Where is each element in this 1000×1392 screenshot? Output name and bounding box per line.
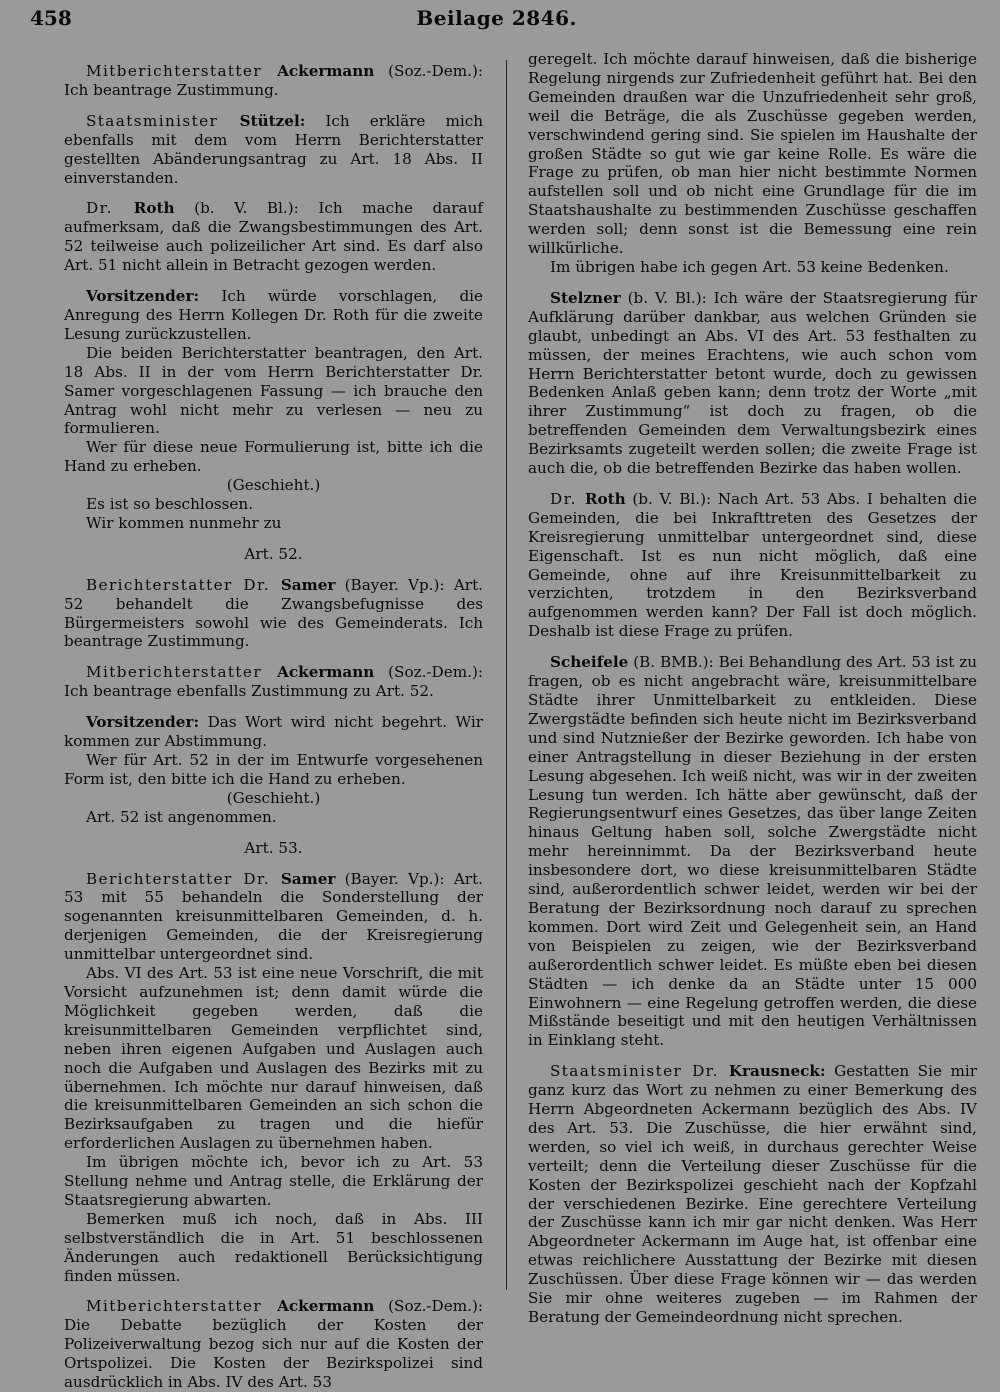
paragraph-text: Das Wort wird nicht begehrt. Wir kommen zur Abstimmung. xyxy=(64,713,483,751)
paragraph xyxy=(528,258,977,277)
paragraph-text: Gestatten Sie mir ganz kurz das Wort zu nehmen zu einer Bemerkung des Herrn Abgeordneten Ackermann bezüglich des Abs. IV des Art. 53. Die Zuschüsse, die hier erwähnt sind, werden, so viel ich weiß, in durchaus gerechter Weise verteilt; denn die Verteilung dieser Zuschüsse für die Kosten der Bezirkspolizei geschieht nach der Kopfzahl der verschiedenen Bezirke. Eine gerechtere Verteilung der Zuschüsse kann ich mir gar nicht denken. Was Herr Abgeordneter Ackermann im Auge hat, ist offenbar eine etwas reichlichere Ausstattung der Bezirke mit diesen Zuschüssen. Über diese Frage können wir — das werden Sie mir ohne weiteres zugeben — im Rahmen der Beratung der Gemeindeordnung nicht sprechen. xyxy=(528,1062,977,1326)
paragraph xyxy=(64,964,483,1153)
paragraph-text: Ich mache darauf aufmerksam, daß die Zwangsbestimmungen des Art. 52 teilweise auch polizeilicher Art sind. Es darf also Art. 51 nicht allein in Betracht gezogen werden. xyxy=(64,199,484,275)
paragraph-text: Wir kommen nunmehr zu xyxy=(86,513,282,532)
speaker-affiliation: (Soz.-Dem.): xyxy=(374,663,483,682)
speaker-affiliation: (b. V. Bl.): xyxy=(174,199,319,218)
speech-paragraph xyxy=(64,663,483,701)
section-heading: (Geschieht.) xyxy=(226,788,321,807)
speech-paragraph xyxy=(64,1297,483,1392)
speaker-affiliation: (Soz.-Dem.): xyxy=(374,62,483,80)
speech-paragraph xyxy=(64,199,483,275)
paragraph-text: Es ist so beschlossen. xyxy=(86,495,254,514)
paragraph-text: Ich würde vorschlagen, die Anregung des Herrn Kollegen Dr. Roth für die zweite Lesung zurückzustellen. xyxy=(64,287,484,343)
paragraph-text: Bemerken muß ich noch, daß in Abs. III selbstverständlich die in Art. 51 beschlossenen Änderungen auch redaktionell Berücksichtigung finden müssen. xyxy=(64,1209,483,1285)
speaker-role: Berichterstatter Dr. xyxy=(86,869,281,888)
paragraph xyxy=(64,1153,483,1210)
speaker-affiliation: (b. V. Bl.): xyxy=(625,489,718,508)
right-column xyxy=(528,50,977,1327)
speaker-role: Mitberichterstatter xyxy=(86,1297,278,1316)
speaker-name: Scheifele xyxy=(550,653,629,672)
paragraph-text: Im übrigen habe ich gegen Art. 53 keine Bedenken. xyxy=(550,257,949,276)
speaker-name: Krausneck: xyxy=(728,1062,826,1081)
column-divider xyxy=(506,60,507,1290)
speaker-role: Staatsminister xyxy=(86,111,240,130)
speech-paragraph xyxy=(528,289,977,478)
section-heading: Art. 52. xyxy=(244,544,303,563)
paragraph-text: Ich beantrage Zustimmung. xyxy=(64,80,279,99)
speaker-name: Vorsitzender: xyxy=(86,287,200,306)
paragraph-text: Ich erkläre mich ebenfalls mit dem vom Herrn Berichterstatter gestellten Abänderungsantrag zu Art. 18 Abs. II einverstanden. xyxy=(64,111,483,187)
speech-paragraph xyxy=(64,287,483,344)
paragraph xyxy=(64,344,483,439)
paragraph-text: Art. 52 ist angenommen. xyxy=(86,807,277,826)
speaker-name: Vorsitzender: xyxy=(86,713,200,732)
paragraph-text: Abs. VI des Art. 53 ist eine neue Vorschrift, die mit Vorsicht aufzunehmen ist; denn damit würde die Möglichkeit gegeben werden, daß die kreisunmittelbaren Gemeinden verpflichtet sind, neben ihren eigenen Aufgaben und Auslagen auch noch die Aufgaben und Auslagen des Bezirks mit zu übernehmen. Ich möchte nur darauf hinweisen, daß die kreisunmittelbaren Gemeinden an sich schon die Bezirksaufgaben zu tragen und die hiefür erforderlichen Auslagen zu übernehmen haben. xyxy=(64,964,483,1153)
speaker-role: Dr. xyxy=(86,199,134,218)
speaker-name: Ackermann xyxy=(277,1297,375,1316)
speaker-name: Samer xyxy=(280,869,336,888)
paragraph-text: Die beiden Berichterstatter beantragen, den Art. 18 Abs. II in der vom Herrn Berichterstatter Dr. Samer vorgeschlagenen Fassung — ich brauche den Antrag wohl nicht mehr zu verlesen — neu zu formulieren. xyxy=(64,343,483,438)
speech-paragraph xyxy=(64,713,483,751)
paragraph xyxy=(64,751,483,789)
paragraph-text: Art. 53 mit 55 behandeln die Sonderstellung der sogenannten kreisunmittelbaren Gemeinden, d. h. derjenigen Gemeinden, die der Kreisregierung unmittelbar untergeordnet sind. xyxy=(64,869,484,964)
speaker-affiliation: (b. V. Bl.): xyxy=(620,288,714,307)
speaker-affiliation: (Soz.-Dem.): xyxy=(374,1297,483,1316)
speaker-name: Stelzner xyxy=(550,288,621,307)
paragraph-text: Ich wäre der Staatsregierung für Aufklärung darüber dankbar, aus welchen Gründen sie glaubt, unbedingt an Abs. VI des Art. 53 festhalten zu müssen, der meines Erachtens, wie auch schon vom Herrn Berichterstatter betont wurde, doch zu gewissen Bedenken Anlaß geben kann; denn trotz der Worte „mit ihrer Zustimmung“ ist doch zu fragen, ob die betreffenden Gemeinden dem Verwaltungsbezirk eines Bezirksamts zugeteilt werden sollen; die zweite Frage ist auch die, ob die betreffenden Bezirke das haben wollen. xyxy=(528,288,977,478)
speaker-affiliation: (Bayer. Vp.): xyxy=(335,575,454,594)
speaker-affiliation: (B. BMB.): xyxy=(628,653,719,672)
speech-paragraph xyxy=(64,112,483,188)
speaker-role: Dr. xyxy=(550,489,585,508)
speaker-affiliation xyxy=(826,1062,835,1080)
speech-paragraph xyxy=(528,490,977,641)
speaker-name: Ackermann xyxy=(277,663,375,682)
speaker-affiliation: (Bayer. Vp.): xyxy=(335,869,454,888)
speaker-name: Stützel: xyxy=(239,111,306,130)
speech-paragraph xyxy=(64,576,483,652)
page-header xyxy=(30,6,972,40)
speaker-name: Samer xyxy=(280,575,336,594)
paragraph xyxy=(64,495,483,514)
speech-paragraph xyxy=(528,1062,977,1327)
speaker-name: Roth xyxy=(584,489,626,508)
speech-paragraph xyxy=(64,870,483,965)
speaker-role: Mitberichterstatter xyxy=(86,62,278,80)
speaker-name: Roth xyxy=(133,199,175,218)
paragraph-text: Bei Behandlung des Art. 53 ist zu fragen, ob es nicht angebracht wäre, kreisunmittelbare Städte ihrer Unmittelbarkeit zu entkleiden. Diese Zwergstädte befinden sich heute nicht im Bezirksverband und sind Nutznießer der Bezirke geworden. Ich habe von einer Antragstellung in dieser Beziehung in der ersten Lesung abgesehen. Ich weiß nicht, was wir in der zweiten Lesung tun werden. Ich hätte aber gewünscht, daß der Regierungsentwurf eines Gesetzes, das über lange Zeiten hinaus Geltung haben soll, solche Zwergstädte nicht mehr hereinnimmt. Da der Bezirksverband heute insbesondere dort, wo diese kreisunmittelbaren Städte sind, außerordentlich schwer leidet, werden wir bei der Beratung der Bezirksordnung noch darauf zu sprechen kommen. Dort wird Zeit und Gelegenheit sein, an Hand von Beispielen zu zeigen, wie der Bezirksverband außerordentlich schwer leidet. Es müßte eben bei diesen Städten — ich denke da an Städte unter 15 000 Einwohnern — eine Regelung getroffen werden, die diese Mißstände beseitigt und mit den heutigen Verhältnissen in Einklang steht. xyxy=(528,653,977,1050)
paragraph xyxy=(64,438,483,476)
speaker-name: Ackermann xyxy=(277,62,375,80)
paragraph-text: Im übrigen möchte ich, bevor ich zu Art. 53 Stellung nehme und Antrag stelle, die Erklärung der Staatsregierung abwarten. xyxy=(64,1153,483,1209)
speech-paragraph xyxy=(64,62,483,100)
paragraph-text: Die Debatte bezüglich der Kosten der Polizeiverwaltung bezog sich nur auf die Kosten der Ortspolizei. Die Kosten der Bezirkspolizei sind ausdrücklich in Abs. IV des Art. 53 xyxy=(64,1316,483,1392)
paragraph xyxy=(64,1210,483,1286)
paragraph-text: Nach Art. 53 Abs. I behalten die Gemeinden, die bei Inkrafttreten des Gesetzes der Kreisregierung unmittelbar untergeordnet sind, diese Eigenschaft. Ist es nun nicht möglich, daß eine Gemeinde, ohne auf ihre Kreisunmittelbarkeit zu verzichten, trotzdem in den Bezirksverband aufgenommen werden kann? Der Fall ist doch möglich. Deshalb ist diese Frage zu prüfen. xyxy=(528,489,977,641)
page-title: Beilage 2846. xyxy=(416,6,577,30)
speaker-affiliation xyxy=(199,287,221,305)
section-heading: (Geschieht.) xyxy=(226,476,321,495)
paragraph-text: Art. 52 behandelt die Zwangsbefugnisse des Bürgermeisters sowohl wie des Gemeinderats. Ich beantrage Zustimmung. xyxy=(64,575,484,651)
paragraph-text: geregelt. Ich möchte darauf hinweisen, daß die bisherige Regelung nirgends zur Zufriedenheit geführt hat. Bei den Gemeinden draußen war die Unzufriedenheit sehr groß, weil die Beträge, die als Zuschüsse gegeben werden, verschwindend gering sind. Sie spielen im Haushalte der großen Städte so gut wie gar keine Rolle. Es wäre die Frage zu prüfen, ob man hier nicht bestimmte Normen aufstellen soll und ob nicht eine Grundlage für die im Staatshaushalte zu bestimmenden Zuschüsse geschaffen werden soll; denn sonst ist die Bemessung eine rein willkürliche. xyxy=(528,50,977,258)
paragraph-text: Wer für Art. 52 in der im Entwurfe vorgesehenen Form ist, den bitte ich die Hand zu erheben. xyxy=(64,751,483,788)
paragraph xyxy=(64,514,483,533)
speaker-role: Berichterstatter Dr. xyxy=(86,575,281,594)
speaker-role: Staatsminister Dr. xyxy=(550,1062,729,1081)
section-heading: Art. 53. xyxy=(244,838,303,857)
paragraph xyxy=(528,50,977,258)
speech-paragraph xyxy=(528,653,977,1050)
paragraph xyxy=(64,808,483,827)
speaker-affiliation xyxy=(199,713,208,731)
speaker-role: Mitberichterstatter xyxy=(86,663,278,682)
paragraph-text: Wer für diese neue Formulierung ist, bitte ich die Hand zu erheben. xyxy=(64,438,483,476)
speaker-affiliation xyxy=(305,112,325,130)
paragraph-text: Ich beantrage ebenfalls Zustimmung zu Art. 52. xyxy=(64,682,434,701)
page-number: 458 xyxy=(30,6,72,30)
left-column xyxy=(64,50,483,1392)
